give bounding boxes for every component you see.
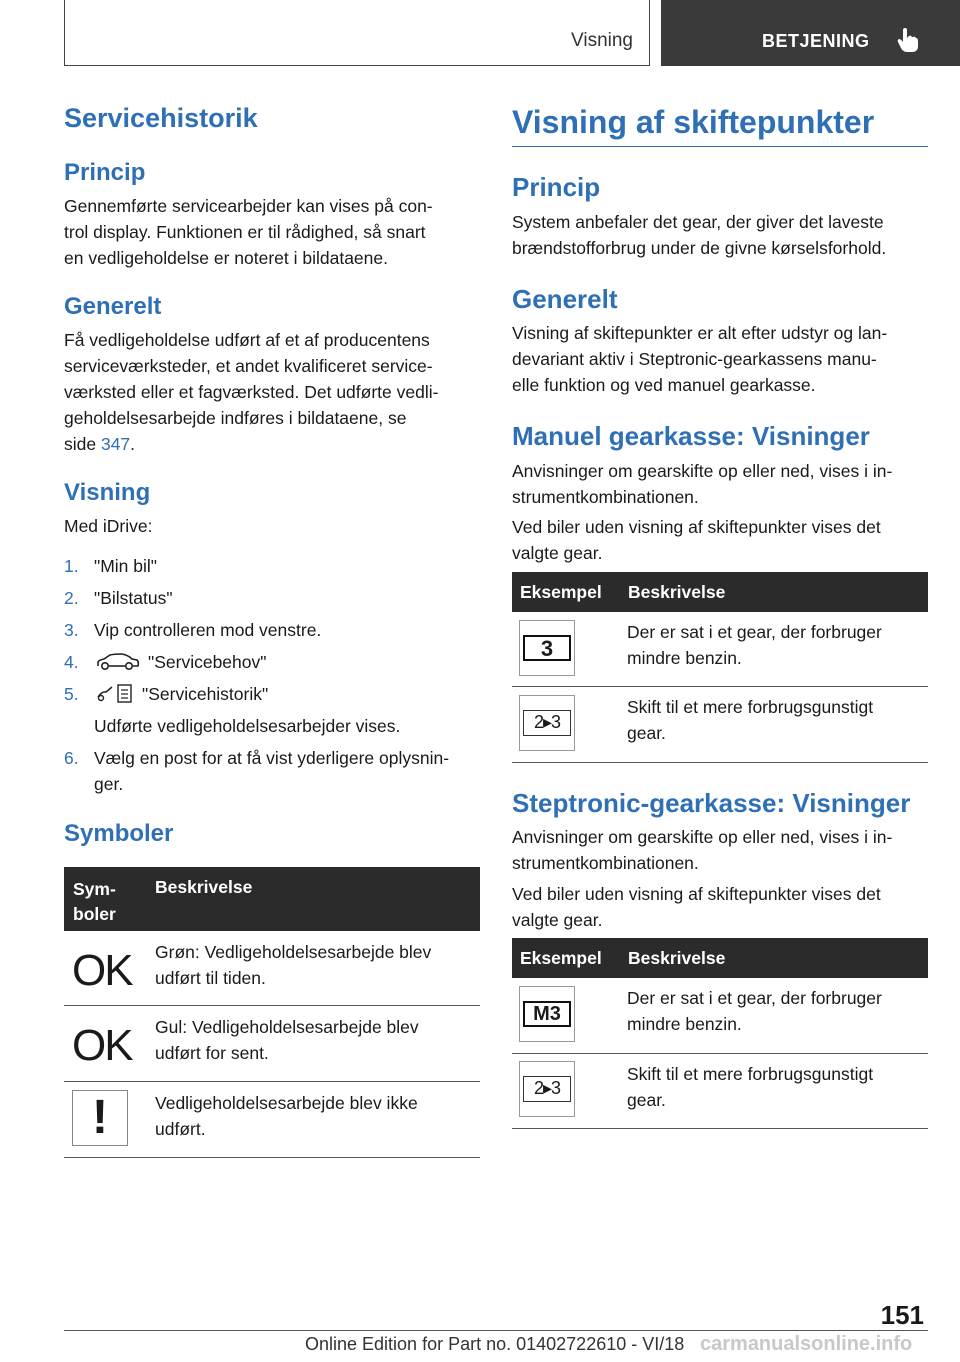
- row-divider: [512, 1128, 928, 1129]
- heading-princip-left: Princip: [64, 159, 146, 186]
- shift-indicator-text: 2▸3: [523, 710, 571, 736]
- page-number: 151: [880, 1300, 924, 1330]
- text-line: valgte gear.: [512, 543, 603, 563]
- text-line: udført for sent.: [155, 1043, 269, 1063]
- row-divider: [512, 762, 928, 763]
- heading-visning: Visning: [64, 479, 151, 506]
- text-line: Gennemførte servicearbejder kan vises på con-: [64, 196, 433, 216]
- col-header-example: Eksempel: [520, 582, 602, 602]
- text-line: geholdelsesarbejde indføres i bildataene, se: [64, 408, 407, 428]
- gear-display-m3: [519, 986, 575, 1042]
- shift-indicator-text: 2▸3: [523, 1076, 571, 1102]
- text-line: Der er sat i et gear, der forbruger: [627, 622, 882, 642]
- col-header-description: Beskrivelse: [628, 582, 726, 602]
- text-line: Der er sat i et gear, der forbruger: [627, 988, 882, 1008]
- title-underline: [512, 146, 928, 147]
- col-header-symbols: [73, 877, 116, 927]
- symbol-table-header: [64, 867, 480, 931]
- text-line: gear.: [627, 1090, 666, 1110]
- paragraph-manuel-1: [512, 458, 892, 510]
- gear-indicator-text: 3: [523, 635, 571, 661]
- text-line: Gul: Vedligeholdelsesarbejde blev: [155, 1017, 419, 1037]
- col-header-description: Beskrivelse: [628, 948, 726, 968]
- page-title-skiftepunkter: Visning af skiftepunkter: [512, 104, 875, 140]
- row-divider: [64, 1081, 480, 1082]
- manuel-table-header: [512, 572, 928, 612]
- text-line: Få vedligeholdelse udført af et af producentens: [64, 330, 430, 350]
- exclamation-icon: [72, 1090, 128, 1146]
- shift-display-2-to-3: [519, 1061, 575, 1117]
- heading-generelt-right: Generelt: [512, 284, 618, 314]
- paragraph-princip-left: [64, 193, 433, 271]
- col-header-description: Beskrivelse: [155, 877, 253, 897]
- car-icon: [96, 653, 140, 671]
- paragraph-manuel-2: [512, 514, 881, 566]
- text-line: Visning af skiftepunkter er alt efter udstyr og lan-: [512, 323, 888, 343]
- list-number: 4.: [64, 652, 79, 672]
- footer-edition: Online Edition for Part no. 01402722610 - VI/18: [305, 1334, 685, 1354]
- row-divider: [64, 1005, 480, 1006]
- col-header-example: Eksempel: [520, 948, 602, 968]
- paragraph-princip-right: [512, 209, 886, 261]
- list-text: "Servicehistorik": [142, 684, 269, 704]
- heading-generelt-left: Generelt: [64, 293, 162, 320]
- list-text: Vælg en post for at få vist yderligere oplysnin-: [94, 748, 450, 768]
- list-text: "Min bil": [94, 556, 157, 576]
- text-line: udført til tiden.: [155, 968, 266, 988]
- text-line: Anvisninger om gearskifte op eller ned, vises i in-: [512, 827, 893, 847]
- gear-indicator-text: M3: [523, 1001, 571, 1027]
- ok-green-symbol: [72, 946, 132, 996]
- text-line: Skift til et mere forbrugsgunstigt: [627, 1064, 874, 1084]
- list-text: "Bilstatus": [94, 588, 173, 608]
- manuel-row-description: [627, 619, 882, 671]
- header-chapter-label: BETJENING: [762, 31, 870, 51]
- text-line: Vedligeholdelsesarbejde blev ikke: [155, 1093, 418, 1113]
- symbol-row-description: [155, 1090, 418, 1142]
- text-line: System anbefaler det gear, der giver det laveste: [512, 212, 884, 232]
- side-prefix: side: [64, 434, 101, 454]
- list-text: Udførte vedligeholdelsesarbejder vises.: [94, 716, 401, 736]
- med-idrive-text: Med iDrive:: [64, 516, 153, 536]
- paragraph-generelt-left: [64, 327, 438, 457]
- list-text: Vip controlleren mod venstre.: [94, 620, 322, 640]
- list-number: 2.: [64, 588, 79, 608]
- list-text: "Servicebehov": [148, 652, 267, 672]
- text-line: Ved biler uden visning af skiftepunkter vises det: [512, 517, 881, 537]
- symbol-row-description: [155, 1014, 419, 1066]
- header-chapter-tab: [661, 0, 960, 66]
- row-divider: [512, 1053, 928, 1054]
- text-line: serviceværksteder, et andet kvalificeret service-: [64, 356, 433, 376]
- steptronic-row-description: [627, 1061, 873, 1113]
- text-line: Grøn: Vedligeholdelsesarbejde blev: [155, 942, 432, 962]
- text-line: en vedligeholdelse er noteret i bildataene.: [64, 248, 388, 268]
- page-title-servicehistorik: Servicehistorik: [64, 103, 258, 133]
- list-number: 1.: [64, 556, 79, 576]
- symbol-row-description: [155, 939, 431, 991]
- heading-symboler: Symboler: [64, 820, 174, 847]
- row-divider: [512, 686, 928, 687]
- footer-divider: [64, 1330, 928, 1331]
- text-line: strumentkombinationen.: [512, 853, 699, 873]
- heading-steptronic: Steptronic-gearkasse: Visninger: [512, 788, 911, 818]
- text-line: Skift til et mere forbrugsgunstigt: [627, 697, 874, 717]
- exclamation-symbol-text: !: [92, 1091, 108, 1144]
- watermark: carmanualsonline.info: [700, 1333, 913, 1355]
- text-line: mindre benzin.: [627, 1014, 742, 1034]
- text-line: devariant aktiv i Steptronic-gearkassens manu-: [512, 349, 877, 369]
- col-header-line: boler: [73, 904, 116, 924]
- list-text: ger.: [94, 774, 124, 794]
- ok-symbol-text: OK: [72, 946, 132, 995]
- ok-yellow-symbol: [72, 1021, 132, 1071]
- text-line: trol display. Funktionen er til rådighed, så snart: [64, 222, 426, 242]
- gear-display-3: [519, 620, 575, 676]
- header-section-title: Visning: [571, 30, 633, 51]
- service-history-icon: [96, 683, 134, 705]
- text-line: valgte gear.: [512, 910, 603, 930]
- text-line: værksted eller et fagværksted. Det udførte vedli-: [64, 382, 439, 402]
- manuel-row-description: [627, 694, 873, 746]
- text-line: udført.: [155, 1119, 206, 1139]
- text-line: brændstofforbrug under de givne kørselsforhold.: [512, 238, 887, 258]
- text-line: Anvisninger om gearskifte op eller ned, vises i in-: [512, 461, 893, 481]
- list-number: 5.: [64, 684, 79, 704]
- row-divider: [64, 1157, 480, 1158]
- steptronic-table-header: [512, 938, 928, 978]
- list-number: 3.: [64, 620, 79, 640]
- steptronic-row-description: [627, 985, 882, 1037]
- shift-display-2-to-3: [519, 695, 575, 751]
- text-line: strumentkombinationen.: [512, 487, 699, 507]
- text-line: Ved biler uden visning af skiftepunkter vises det: [512, 884, 881, 904]
- text-line: elle funktion og ved manuel gearkasse.: [512, 375, 816, 395]
- paragraph-generelt-right: [512, 320, 887, 398]
- text-line-with-link: [64, 431, 438, 457]
- paragraph-steptronic-2: [512, 881, 881, 933]
- heading-manuel: Manuel gearkasse: Visninger: [512, 421, 870, 451]
- text-line: gear.: [627, 723, 666, 743]
- paragraph-steptronic-1: [512, 824, 892, 876]
- hand-pointer-icon: [897, 27, 919, 53]
- col-header-line: Sym-: [73, 879, 116, 899]
- page-reference-link[interactable]: 347: [100, 434, 131, 454]
- ok-symbol-text: OK: [72, 1021, 132, 1070]
- list-number: 6.: [64, 748, 79, 768]
- text-line: mindre benzin.: [627, 648, 742, 668]
- side-suffix: .: [130, 434, 136, 454]
- header-frame: [64, 0, 650, 66]
- heading-princip-right: Princip: [512, 172, 601, 202]
